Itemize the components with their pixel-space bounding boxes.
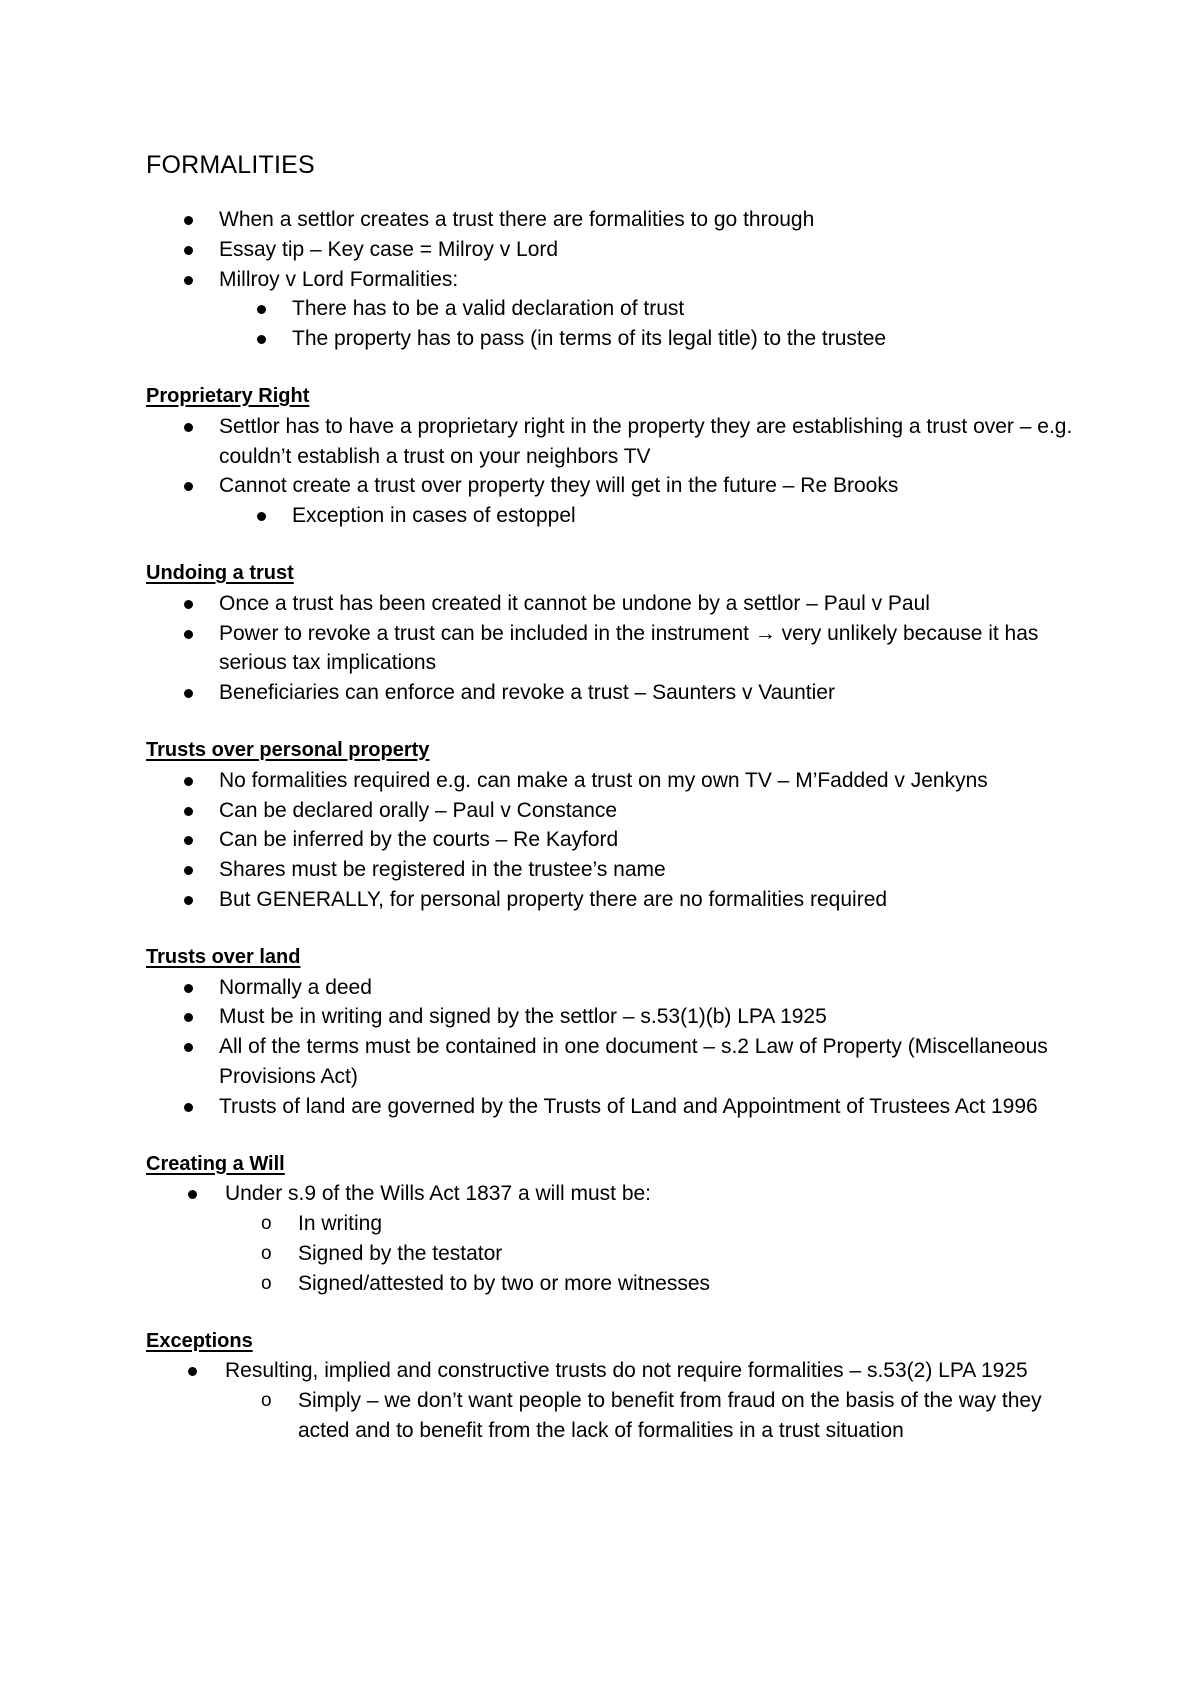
sub-list-item: The property has to pass (in terms of its legal title) to the trustee: [219, 324, 1086, 354]
sub-list-item: There has to be a valid declaration of trust: [219, 294, 1086, 324]
list-item: Normally a deed: [146, 973, 1086, 1003]
section-heading: Proprietary Right: [146, 384, 310, 407]
list-item: When a settlor creates a trust there are formalities to go through: [146, 205, 1086, 235]
list-item: [146, 1179, 1086, 1298]
sub-list-item: o Simply – we don’t want people to benefit from fraud on the basis of the way they acted and to benefit from the lack of formalities in a trust situation: [225, 1386, 1086, 1446]
proprietary-list: [146, 412, 1086, 531]
intro-list: [146, 205, 1086, 354]
sub-list-item: Exception in cases of estoppel: [219, 501, 1086, 531]
section-heading: Trusts over land: [146, 945, 301, 968]
section-proprietary-right: [146, 382, 1086, 531]
section-creating-a-will: [146, 1150, 1086, 1299]
list-item: [146, 471, 1086, 531]
land-list: [146, 973, 1086, 1122]
section-personal-property: [146, 736, 1086, 915]
sub-list-item: o Signed by the testator: [225, 1239, 1086, 1269]
list-item: Shares must be registered in the trustee’s name: [146, 855, 1086, 885]
section-exceptions: [146, 1327, 1086, 1446]
list-item: Essay tip – Key case = Milroy v Lord: [146, 235, 1086, 265]
sub-list-item: o In writing: [225, 1209, 1086, 1239]
section-heading: Exceptions: [146, 1329, 253, 1352]
exceptions-list: [146, 1356, 1086, 1445]
document-content: [146, 148, 1086, 1446]
intro-sub-list: [219, 294, 1086, 354]
list-item: No formalities required e.g. can make a trust on my own TV – M’Fadded v Jenkyns: [146, 766, 1086, 796]
list-item: Settlor has to have a proprietary right in the property they are establishing a trust over – e.g. couldn’t establish a trust on your neighbors TV: [146, 412, 1086, 472]
list-item: Power to revoke a trust can be included in the instrument → very unlikely because it has serious tax implications: [146, 619, 1086, 679]
section-land: [146, 943, 1086, 1122]
proprietary-sub-list: [219, 501, 1086, 531]
exceptions-sub-list: [225, 1386, 1086, 1446]
section-heading: Undoing a trust: [146, 561, 294, 584]
list-item: All of the terms must be contained in one document – s.2 Law of Property (Miscellaneous Provisions Act): [146, 1032, 1086, 1092]
page-title: FORMALITIES: [146, 151, 315, 179]
list-item-text: Millroy v Lord Formalities:: [219, 267, 459, 291]
list-item: [146, 265, 1086, 354]
list-item: Beneficiaries can enforce and revoke a trust – Saunters v Vauntier: [146, 678, 1086, 708]
list-item: Can be inferred by the courts – Re Kayford: [146, 825, 1086, 855]
list-item: Trusts of land are governed by the Trusts of Land and Appointment of Trustees Act 1996: [146, 1092, 1086, 1122]
list-item: Can be declared orally – Paul v Constance: [146, 796, 1086, 826]
section-heading: Trusts over personal property: [146, 738, 430, 761]
will-sub-list: [225, 1209, 1086, 1298]
list-item: Once a trust has been created it cannot be undone by a settlor – Paul v Paul: [146, 589, 1086, 619]
list-item: [146, 1356, 1086, 1445]
list-item-text: Cannot create a trust over property they will get in the future – Re Brooks: [219, 474, 899, 498]
sub-list-item: o Signed/attested to by two or more witnesses: [225, 1269, 1086, 1299]
list-item: But GENERALLY, for personal property there are no formalities required: [146, 885, 1086, 915]
will-list: [146, 1179, 1086, 1298]
section-undoing-a-trust: [146, 559, 1086, 708]
list-item-text: Resulting, implied and constructive trusts do not require formalities – s.53(2) LPA 1925: [225, 1359, 1028, 1383]
list-item: Must be in writing and signed by the settlor – s.53(1)(b) LPA 1925: [146, 1002, 1086, 1032]
section-heading: Creating a Will: [146, 1152, 285, 1175]
list-item-text: Under s.9 of the Wills Act 1837 a will must be:: [225, 1182, 652, 1206]
personal-list: [146, 766, 1086, 915]
undoing-list: [146, 589, 1086, 708]
